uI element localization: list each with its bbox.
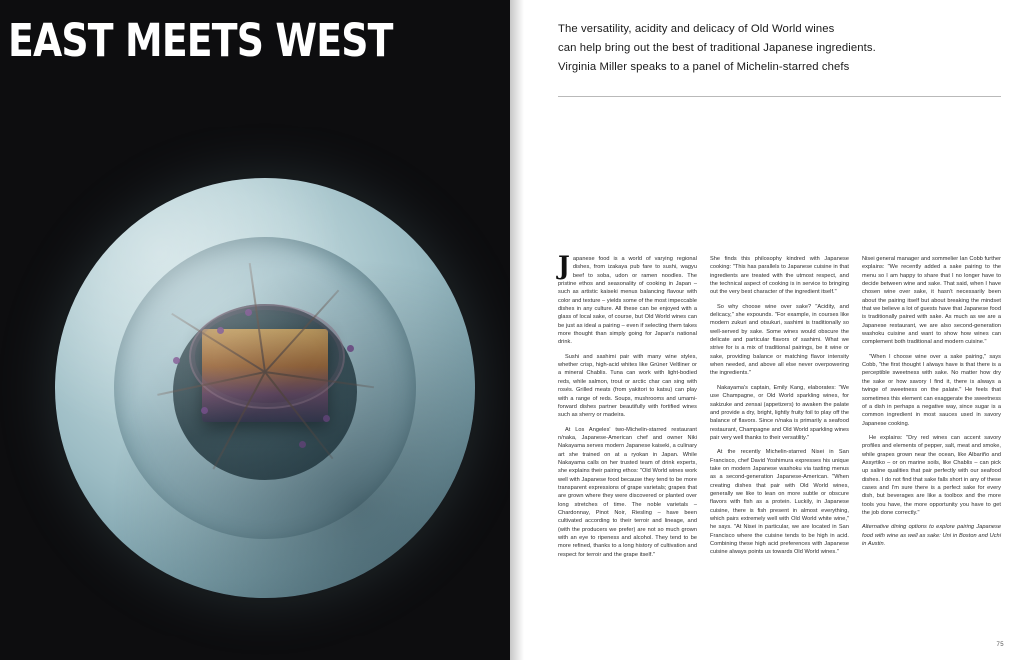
plated-food [202, 329, 328, 421]
paragraph: He explains: "Dry red wines can accent savory profiles and elements of pepper, salt, meat and smoke, while grapes grown near the ocean, like Albariño and Assyrtiko – or on marine soils, like Chablis – can pick up saline qualities that pair perfectly with our seafood dishes. I do not find that sake falls short in any of these cases and I'm sure there is a perfect sake for every dish, but beverages are like a toolbox and the more tools you have, the more opportunity you have to get the job done correctly." [862, 434, 1001, 516]
standfirst-line-3: Virginia Miller speaks to a panel of Michelin-starred chefs [558, 61, 850, 73]
paragraph: So why choose wine over sake? "Acidity, and delicacy," she expounds. "For example, in courses like modern zukuri and otsukuri, sashimi is traditionally so well-served by sake. Some wines would obscure the delicate and particular flavors of sashimi. What we strive for is a mix of traditional pairings, be it wine or sake, providing balance or matching flavor intensity when needed, and above all else never overpowering the ingredients." [710, 303, 849, 377]
italic-endnote: Alternative dining options to explore pairing Japanese food with wine as well as sake: Uni in Boston and Uchi in Austin. [862, 524, 1001, 547]
plated-dish-photo [55, 178, 475, 598]
paragraph: At Los Angeles' two-Michelin-starred restaurant n/naka, Japanese-American chef and owner Niki Nakayama serves modern Japanese kaiseki, a culinary art she trained on at a ryokan in Japan. While Nakayama calls on her trusted team of drink experts, she explains their pairing ethos: "Old World wines work well with Japanese food because they tend to be more transparent expressions of grape varietals; grapes that are grown where they were discovered or planted over long stretches of time. The noble varietals – Chardonnay, Pinot Noir, Riesling – have been cultivated according to their terroir and lineage, and (with the producers we prefer) are not so much grown with an eye to ripeness and alcohol. They tend to be more refined, thanks to a long history of cultivation and respect for terroir and the grape itself." [558, 426, 697, 558]
paragraph: Nisei general manager and sommelier Ian Cobb further explains: "We recently added a sake pairing to the menu so I am happy to share that I no longer have to decide between wine and sake. That said, when I have chosen wine over sake, it hasn't necessarily been about the pairing itself but about breaking the mindset that we believe a lot of guests have that Japanese food is traditionally paired with sake. As much as we are a Japanese restaurant, we are also second-generation washoku cuisine and want to show how wines can complement both traditional and modern cuisine." [862, 256, 1001, 346]
paragraph: At the recently Michelin-starred Nisei in San Francisco, chef David Yoshimura expresses his unique take on modern Japanese washoku via tasting menus as a second-generation Japanese-American. "When creating dishes that pair with Old World wines, generally we like to lean on more subtle or obscure flavors with fish as a protein. Luckily, in Japanese cuisine, there is fish present in almost everything, which pairs extremely well with Old World white wine," he says. "At Nisei in particular, we are located in San Francisco where the cuisine tends to be high in acid. Combining these high acid preferences with Japanese cuisine always points us towards Old World wines." [710, 449, 849, 556]
paragraph: apanese food is a world of varying regional dishes, from izakaya pub fare to sushi, wagyu beef to soba, udon or ramen noodles. The pristine ethos and seasonality of cooking in Japan – such as artistic kaiseki menus balancing flavour with color and texture – yields some of the most impeccable dishes in any culture. All these can be enjoyed with a glass of local sake, of course, but Old World wines can be just as ideal a pairing – even if selecting them takes more thought than simply going for Japan's national drink. [558, 256, 697, 346]
ceramic-bowl [55, 178, 475, 598]
paragraph: Sushi and sashimi pair with many wine styles, whether crisp, high-acid whites like Grüner Veltliner or a mineral Chablis. Tuna can work with light-bodied reds, while salmon, trout or arctic char can sing with rosés. Grilled meats (from yakitori to katsu) can play with a range of reds. Soups, mushrooms and umami-forward dishes partner beautifully with fortified wines such as sherry or madeira. [558, 353, 697, 419]
drop-cap: J [558, 251, 570, 280]
article-column-1 [558, 251, 697, 620]
bowl-inner-surface [114, 237, 416, 539]
standfirst [558, 20, 998, 77]
paragraph: "When I choose wine over a sake pairing," says Cobb, "the first thought I always have is that there is a perceptible sweetness with sake. No matter how dry the sake or how savory I find it, there is always a twinge of sweetness on the palate." He feels that sometimes this element can exaggerate the sweetness of a dish in perhaps a negative way, since sugar is a common ingredient in most sauces used in savory Japanese cooking. [862, 353, 1001, 427]
paragraph: Nakayama's captain, Emily Kang, elaborates: "We use Champagne, or Old World sparkling wines, for sakizuke and zensai (appetizers) to awaken the palate and provide a dry, bright, lightly fruity foil to play off the balance of flavors. Since n/naka is primarily a seafood restaurant, Champagne and Old World sparkling wines pair very well thanks to their versatility." [710, 384, 849, 441]
horizontal-rule [558, 96, 1001, 97]
article-column-2 [710, 255, 849, 620]
bowl-well [173, 304, 358, 480]
article-column-3 [862, 255, 1001, 620]
standfirst-line-2: can help bring out the best of traditional Japanese ingredients. [558, 42, 876, 54]
paragraph: She finds this philosophy kindred with Japanese cooking: "This has parallels to Japanese cuisine in that ingredients are treated with the utmost respect, and the technical aspect of cooking is in service to bringing out the very best character of the ingredient itself." [710, 256, 849, 296]
page-title: EAST MEETS WEST [8, 14, 393, 67]
garnish-nest [189, 304, 344, 409]
right-page [510, 0, 1020, 660]
standfirst-line-1: The versatility, acidity and delicacy of Old World wines [558, 23, 835, 35]
page-number: 75 [996, 642, 1004, 648]
article-body [558, 251, 1002, 620]
